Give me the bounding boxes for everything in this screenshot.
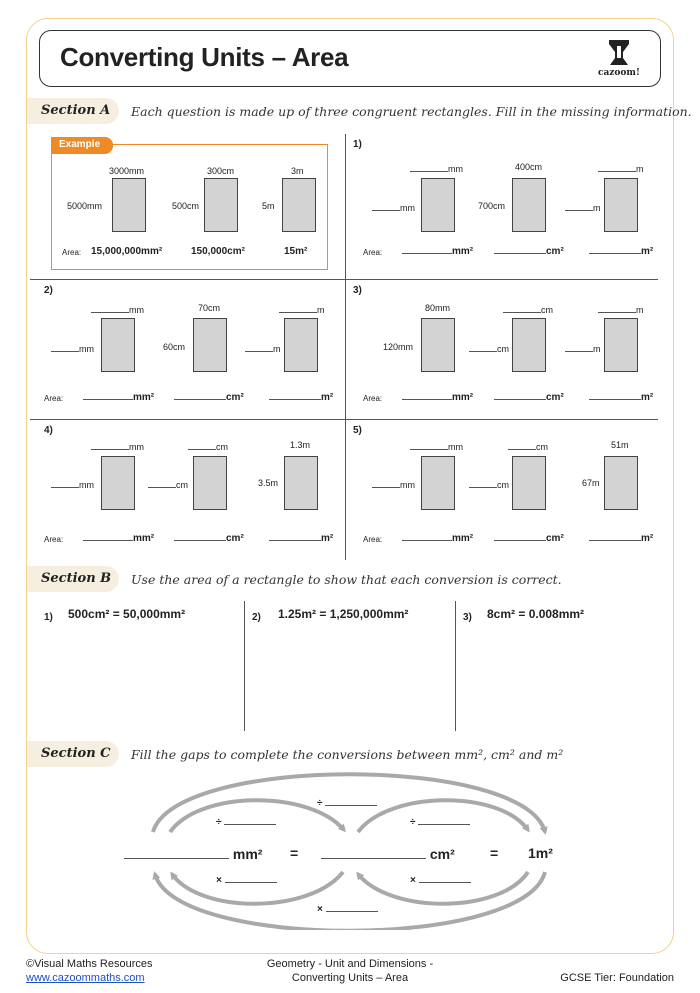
b-q3-text: 8cm² = 0.008mm² <box>487 607 585 621</box>
m2-value: 1m² <box>528 845 553 861</box>
q2-area-2[interactable]: cm² <box>174 390 244 403</box>
example-side-3: 5m <box>262 201 275 211</box>
q4-rectangle-3 <box>284 456 318 510</box>
q5-side-3: 67m <box>582 478 600 488</box>
b-q2-text: 1.25m² = 1,250,000mm² <box>278 607 409 621</box>
q5-area-2[interactable]: cm² <box>494 531 564 544</box>
mm2-expression[interactable]: mm² <box>124 845 262 862</box>
q4-area-3[interactable]: m² <box>269 531 333 544</box>
q4-rectangle-1 <box>101 456 135 510</box>
example-badge: Example <box>51 137 113 154</box>
cm2-expression[interactable]: cm² <box>321 845 455 862</box>
q2-top-3[interactable]: m <box>279 303 325 315</box>
example-top-2: 300cm <box>207 166 235 176</box>
q5-rectangle-2 <box>512 456 546 510</box>
q5-top-2[interactable]: cm <box>508 440 548 452</box>
q1-rectangle-3 <box>604 178 638 232</box>
footer-topic-line2: Converting Units – Area <box>291 972 409 984</box>
multiply-label-left[interactable]: × <box>216 873 277 886</box>
q3-area-label: Area: <box>363 394 383 403</box>
q3-top-3[interactable]: m <box>598 303 644 315</box>
q1-rectangle-2 <box>512 178 546 232</box>
q2-area-3[interactable]: m² <box>269 390 333 403</box>
q3-area-1[interactable]: mm² <box>402 390 473 403</box>
q5-area-label: Area: <box>363 535 383 544</box>
q1-side-1[interactable]: mm <box>372 201 415 213</box>
footer-website-link[interactable]: www.cazoommaths.com <box>26 972 145 984</box>
example-area-3: 15m² <box>284 246 308 257</box>
q3-side-3[interactable]: m <box>565 342 601 354</box>
example-rectangle-2 <box>204 178 238 232</box>
section-c-instruction: Fill the gaps to complete the conversions between mm², cm² and m² <box>131 747 564 762</box>
example-area-1: 15,000,000mm² <box>91 246 163 257</box>
q4-top-2[interactable]: cm <box>188 440 228 452</box>
q5-area-1[interactable]: mm² <box>402 531 473 544</box>
q2-top-1[interactable]: mm <box>91 303 144 315</box>
q5-side-1[interactable]: mm <box>372 478 415 490</box>
multiply-label-outer[interactable]: × <box>317 902 378 915</box>
section-b-tab: Section B <box>27 566 119 592</box>
equals-sign-2: = <box>490 845 499 861</box>
q1-area-1[interactable]: mm² <box>402 244 473 257</box>
q1-rectangle-1 <box>421 178 455 232</box>
q2-rectangle-3 <box>284 318 318 372</box>
q2-rectangle-2 <box>193 318 227 372</box>
section-b-divider-1 <box>244 601 245 731</box>
divide-label-left[interactable]: ÷ <box>216 815 276 828</box>
q3-number: 3) <box>353 285 362 296</box>
q4-side-2[interactable]: cm <box>148 478 188 490</box>
q1-area-2[interactable]: cm² <box>494 244 564 257</box>
section-a-instruction: Each question is made up of three congruent rectangles. Fill in the missing information. <box>131 104 692 119</box>
multiply-arrow-m-to-mm <box>155 872 545 930</box>
section-a-tab: Section A <box>27 98 119 124</box>
q1-area-label: Area: <box>363 248 383 257</box>
q1-area-3[interactable]: m² <box>589 244 653 257</box>
b-q1-text: 500cm² = 50,000mm² <box>68 607 186 621</box>
q4-number: 4) <box>44 425 53 436</box>
q4-side-1[interactable]: mm <box>51 478 94 490</box>
q5-number: 5) <box>353 425 362 436</box>
q1-side-3[interactable]: m <box>565 201 601 213</box>
q1-top-1[interactable]: mm <box>410 162 463 174</box>
example-top-1: 3000mm <box>109 166 145 176</box>
q2-top-2: 70cm <box>198 303 221 313</box>
q4-area-label: Area: <box>44 535 64 544</box>
footer-copyright: ©Visual Maths Resources <box>26 958 153 970</box>
q2-side-2: 60cm <box>163 342 186 352</box>
section-c-tab: Section C <box>27 741 119 767</box>
example-area-label: Area: <box>62 248 82 257</box>
grid-divider-vertical <box>345 134 346 560</box>
b-q1-number: 1) <box>44 612 53 623</box>
q3-area-2[interactable]: cm² <box>494 390 564 403</box>
q1-top-2: 400cm <box>515 162 543 172</box>
grid-divider-row2 <box>30 419 658 420</box>
q4-area-2[interactable]: cm² <box>174 531 244 544</box>
q2-area-1[interactable]: mm² <box>83 390 154 403</box>
q3-top-2[interactable]: cm <box>503 303 553 315</box>
q3-rectangle-2 <box>512 318 546 372</box>
q5-side-2[interactable]: cm <box>469 478 509 490</box>
example-rectangle-1 <box>112 178 146 232</box>
q1-top-3[interactable]: m <box>598 162 644 174</box>
q2-side-1[interactable]: mm <box>51 342 94 354</box>
b-q2-number: 2) <box>252 612 261 623</box>
example-side-1: 5000mm <box>67 201 103 211</box>
footer-tier: GCSE Tier: Foundation <box>560 972 674 984</box>
q2-rectangle-1 <box>101 318 135 372</box>
multiply-label-right[interactable]: × <box>410 873 471 886</box>
example-rectangle-3 <box>282 178 316 232</box>
q4-top-1[interactable]: mm <box>91 440 144 452</box>
divide-label-outer[interactable]: ÷ <box>317 796 377 809</box>
q4-top-3: 1.3m <box>290 440 311 450</box>
q3-area-3[interactable]: m² <box>589 390 653 403</box>
q5-top-3: 51m <box>611 440 629 450</box>
q3-side-2[interactable]: cm <box>469 342 509 354</box>
q5-area-3[interactable]: m² <box>589 531 653 544</box>
q1-number: 1) <box>353 139 362 150</box>
divide-label-right[interactable]: ÷ <box>410 815 470 828</box>
footer-topic-line1: Geometry - Unit and Dimensions - <box>266 958 434 970</box>
q3-rectangle-1 <box>421 318 455 372</box>
q4-side-3: 3.5m <box>258 478 279 488</box>
q5-rectangle-3 <box>604 456 638 510</box>
example-area-2: 150,000cm² <box>191 246 245 257</box>
example-top-3: 3m <box>291 166 304 176</box>
section-b-divider-2 <box>455 601 456 731</box>
q4-area-1[interactable]: mm² <box>83 531 154 544</box>
q2-area-label: Area: <box>44 394 64 403</box>
q5-top-1[interactable]: mm <box>410 440 463 452</box>
logo-icon <box>606 38 632 68</box>
q5-rectangle-1 <box>421 456 455 510</box>
q3-rectangle-3 <box>604 318 638 372</box>
q1-side-2: 700cm <box>478 201 506 211</box>
q3-top-1: 80mm <box>425 303 451 313</box>
example-side-2: 500cm <box>172 201 200 211</box>
section-b-instruction: Use the area of a rectangle to show that each conversion is correct. <box>131 572 562 587</box>
q3-side-1: 120mm <box>383 342 414 352</box>
q4-rectangle-2 <box>193 456 227 510</box>
logo-text: cazoom! <box>598 68 640 78</box>
q2-number: 2) <box>44 285 53 296</box>
grid-divider-row1 <box>30 279 658 280</box>
equals-sign-1: = <box>290 845 299 861</box>
page-title: Converting Units – Area <box>60 42 349 72</box>
b-q3-number: 3) <box>463 612 472 623</box>
q2-side-3[interactable]: m <box>245 342 281 354</box>
